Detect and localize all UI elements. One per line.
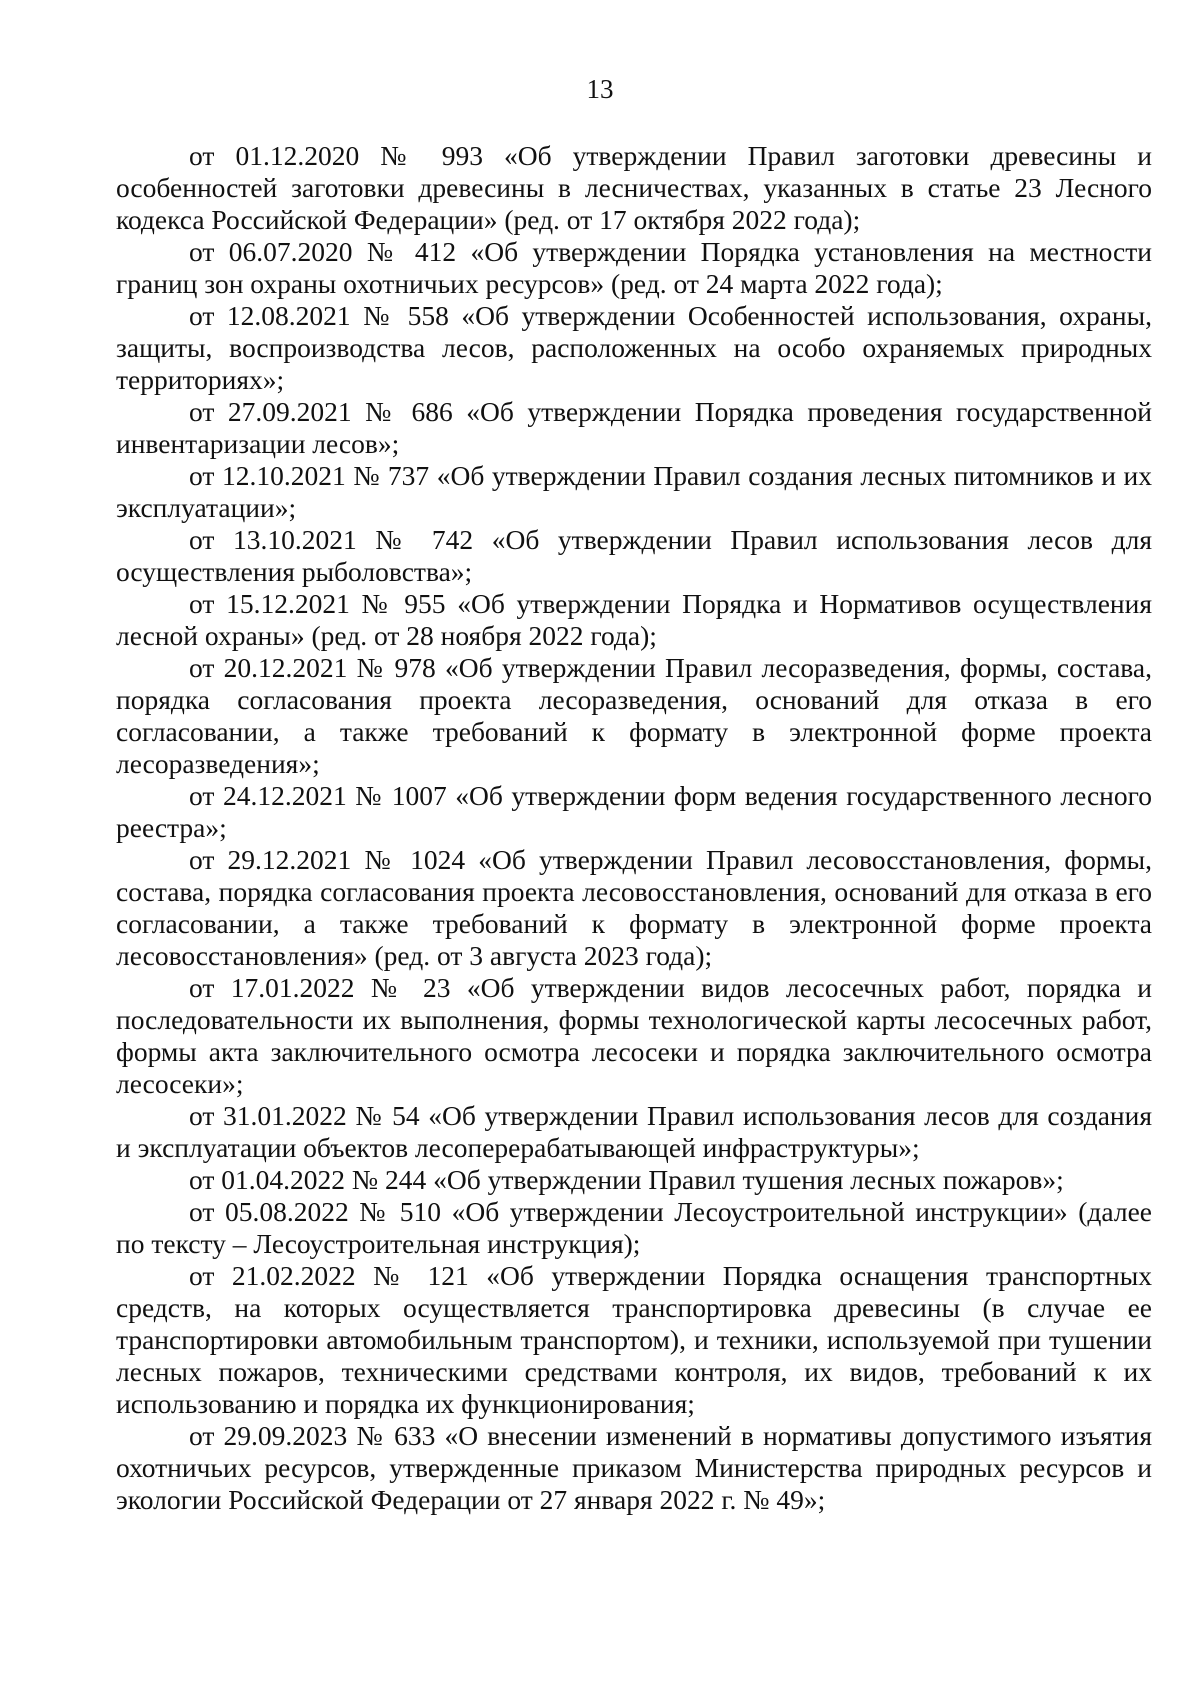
order-entry-paragraph: от 01.04.2022 № 244 «Об утверждении Правил тушения лесных пожаров»;	[189, 1164, 1064, 1195]
order-entry-paragraph: от 20.12.2021 № 978 «Об утверждении Правил лесоразведения, формы, состава, порядка согласования проекта лесоразведения, оснований для отказа в его согласовании, а также требований к формату в электронной форме проекта лесоразведения»;	[116, 652, 1152, 779]
order-entry-paragraph: от 12.08.2021 № 558 «Об утверждении Особенностей использования, охраны, защиты, воспроизводства лесов, расположенных на особо охраняемых природных территориях»;	[116, 300, 1152, 395]
order-entry-paragraph: от 29.09.2023 № 633 «О внесении изменений в нормативы допустимого изъятия охотничьих ресурсов, утвержденные приказом Министерства природных ресурсов и экологии Российской Федерации от 27 января 2022 г. № 49»;	[116, 1420, 1152, 1515]
order-entry-paragraph: от 06.07.2020 № 412 «Об утверждении Порядка установления на местности границ зон охраны охотничьих ресурсов» (ред. от 24 марта 2022 года);	[116, 236, 1152, 299]
page-number: 13	[586, 74, 614, 104]
order-entry-paragraph: от 15.12.2021 № 955 «Об утверждении Порядка и Нормативов осуществления лесной охраны» (ред. от 28 ноября 2022 года);	[116, 588, 1152, 651]
order-entry-paragraph: от 21.02.2022 № 121 «Об утверждении Порядка оснащения транспортных средств, на которых осуществляется транспортировка древесины (в случае ее транспортировки автомобильным транспортом), и техники, используемой при тушении лесных пожаров, техническими средствами контроля, их видов, требований к их использованию и порядка их функционирования;	[116, 1260, 1152, 1419]
order-entry-paragraph: от 13.10.2021 № 742 «Об утверждении Правил использования лесов для осуществления рыболовства»;	[116, 524, 1152, 587]
order-entry-paragraph: от 12.10.2021 № 737 «Об утверждении Правил создания лесных питомников и их эксплуатации»;	[116, 460, 1152, 523]
order-entry-paragraph: от 24.12.2021 № 1007 «Об утверждении форм ведения государственного лесного реестра»;	[116, 780, 1152, 843]
order-entry-paragraph: от 31.01.2022 № 54 «Об утверждении Правил использования лесов для создания и эксплуатации объектов лесоперерабатывающей инфраструктуры»;	[116, 1100, 1152, 1163]
order-entry-paragraph: от 05.08.2022 № 510 «Об утверждении Лесоустроительной инструкции» (далее по тексту – Лесоустроительная инструкция);	[116, 1196, 1152, 1259]
order-entry-paragraph: от 29.12.2021 № 1024 «Об утверждении Правил лесовосстановления, формы, состава, порядка согласования проекта лесовосстановления, оснований для отказа в его согласовании, а также требований к формату в электронной форме проекта лесовосстановления» (ред. от 3 августа 2023 года);	[116, 844, 1152, 971]
order-entry-paragraph: от 17.01.2022 № 23 «Об утверждении видов лесосечных работ, порядка и последовательности их выполнения, формы технологической карты лесосечных работ, формы акта заключительного осмотра лесосеки и порядка заключительного осмотра лесосеки»;	[116, 972, 1152, 1099]
order-entry-paragraph: от 01.12.2020 № 993 «Об утверждении Правил заготовки древесины и особенностей заготовки древесины в лесничествах, указанных в статье 23 Лесного кодекса Российской Федерации» (ред. от 17 октября 2022 года);	[116, 140, 1152, 235]
order-entry-paragraph: от 27.09.2021 № 686 «Об утверждении Порядка проведения государственной инвентаризации лесов»;	[116, 396, 1152, 459]
document-body	[116, 140, 1152, 1516]
